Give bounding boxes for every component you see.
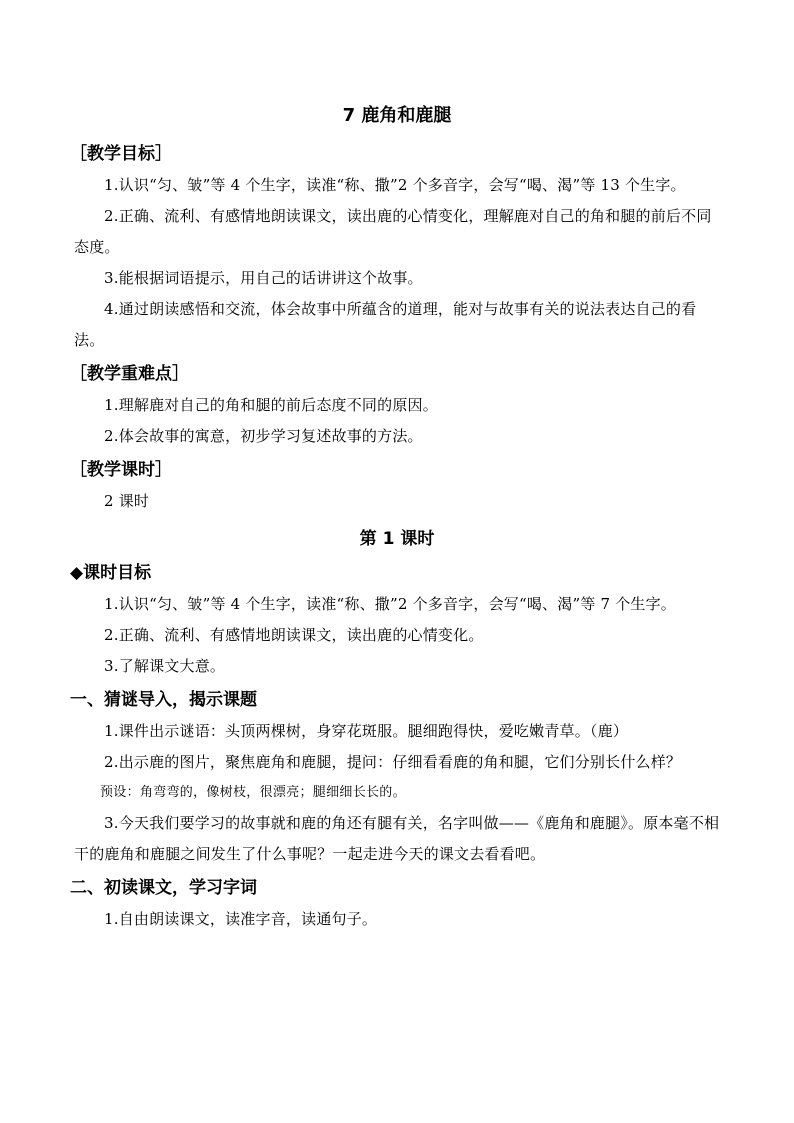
keypoint-item-1: 1.理解鹿对自己的角和腿的前后态度不同的原因。 (104, 396, 438, 414)
lesson1-title: 第 1 课时 (359, 529, 435, 549)
lesson1-goal-3: 3.了解课文大意。 (104, 657, 226, 675)
lesson1-goal-1: 1.认识“匀、皱”等 4 个生字，读准“称、撒”2 个多音字，会写“喝、渴”等 7 个生字。 (104, 595, 676, 613)
section1-item-3: 3.今天我们要学习的故事就和鹿的角还有腿有关，名字叫做——《鹿角和鹿腿》。原本毫不相干的鹿角和鹿腿之间发生了什么事呢？一起走进今天的课文去看看吧。 (74, 814, 720, 863)
hours-heading: ［教学课时］ (70, 460, 172, 480)
section1-hint: 预设：角弯弯的，像树枝，很漂亮；腿细细长长的。 (100, 785, 406, 800)
section1-item-1: 1.课件出示谜语：头顶两棵树，身穿花斑服。腿细跑得快，爱吃嫩青草。（鹿） (104, 722, 629, 740)
goal-item-4: 4.通过朗读感悟和交流，体会故事中所蕴含的道理，能对与故事有关的说法表达自己的看法。 (74, 300, 697, 349)
goal-item-3: 3.能根据词语提示，用自己的话讲讲这个故事。 (104, 269, 423, 287)
section2-heading: 二、初读课文，学习字词 (70, 878, 257, 898)
hours-value: 2 课时 (104, 492, 150, 510)
document-title: 7 鹿角和鹿腿 (342, 105, 452, 126)
goal-item-1: 1.认识“匀、皱”等 4 个生字，读准“称、撒”2 个多音字，会写“喝、渴”等 13 个生字。 (104, 176, 686, 194)
keypoint-item-2: 2.体会故事的寓意，初步学习复述故事的方法。 (104, 427, 423, 445)
section1-heading: 一、猜谜导入，揭示课题 (70, 690, 257, 710)
keypoints-heading: ［教学重难点］ (70, 364, 189, 384)
section2-item-1: 1.自由朗读课文，读准字音，读通句子。 (104, 910, 378, 928)
goals-heading: ［教学目标］ (70, 144, 172, 164)
goal-item-2: 2.正确、流利、有感情地朗读课文，读出鹿的心情变化，理解鹿对自己的角和腿的前后不同态度。 (74, 207, 712, 256)
lesson1-goal-2: 2.正确、流利、有感情地朗读课文，读出鹿的心情变化。 (104, 626, 484, 644)
section1-item-2: 2.出示鹿的图片，聚焦鹿角和鹿腿，提问：仔细看看鹿的角和腿，它们分别长什么样？ (104, 753, 682, 771)
lesson1-goals-heading: ◆课时目标 (70, 563, 152, 583)
